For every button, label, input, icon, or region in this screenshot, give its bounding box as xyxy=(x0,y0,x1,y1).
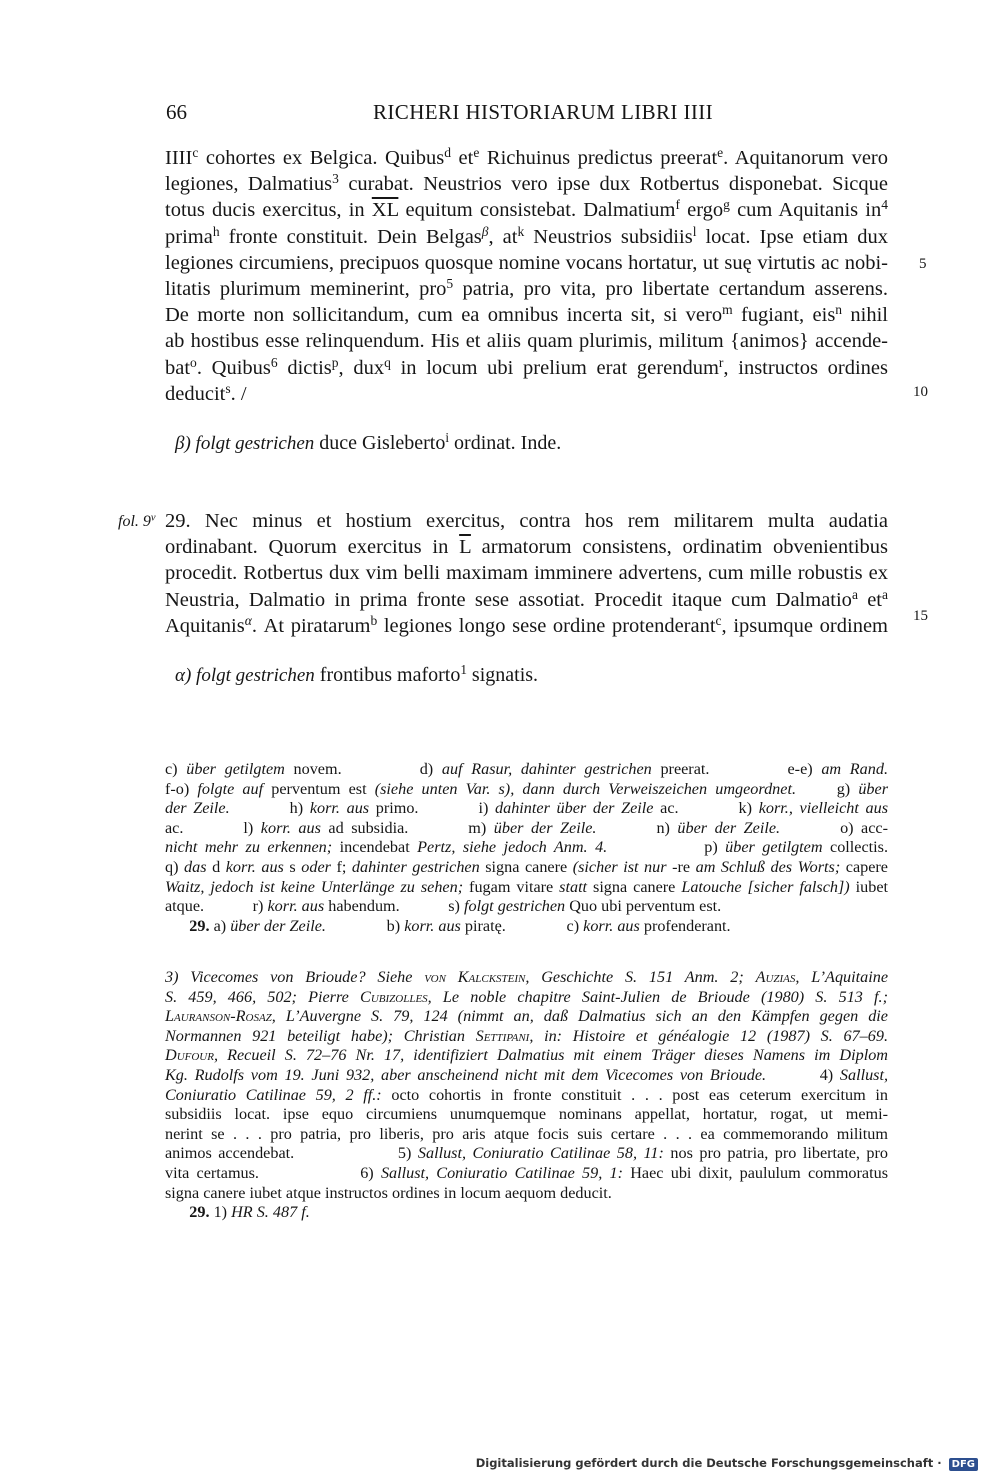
line-number: 10 xyxy=(913,384,928,400)
running-title: RICHERI HISTORIARUM LIBRI IIII xyxy=(373,100,714,124)
dfg-logo-icon: DFG xyxy=(949,1458,978,1471)
folio-marker: fol. 9$^v$ xyxy=(118,512,156,530)
critical-apparatus: c) über getilgtem novem. d) auf Rasur, dahinter gestrichen preerat. e-e) am Rand. f-o) folgte auf perventum est (siehe unten Var. s), dann durch Verweiszeichen umgeordnet. g) über der Zeile. h) korr. aus primo. i) dahinter über der Zeile ac. k) korr., vielleicht aus ac. l) korr. aus ad subsidia. m) über der Zeile. n) über der Zeile. o) acc- nicht mehr zu erkennen; incendebat Pertz, siehe jedoch Anm. 4. p) über getilgtem collectis. q) das d korr. aus s oder f; dahinter gestrichen signa canere (sicher ist nur -re am Schluß des Worts; capere Waitz, jedoch ist keine Unterlänge zu sehen; fugam vitare statt signa canere Latouche [sicher falsch]) iubet atque. r) korr. aus habendum. s) folgt gestrichen Quo ubi perventum est. 29. a) über der Zeile. b) korr. aus piratę. c) korr. aus profenderant. xyxy=(165,760,889,935)
dfg-footer xyxy=(476,1456,978,1471)
line-number: 15 xyxy=(913,608,928,624)
page-number: 66 xyxy=(166,100,187,124)
main-text-block-1: IIII$^c$ cohortes ex Belgica. Quibus$^d$ $et^e$ Richuinus predictus preerat$^e$. Aquitanorum vero legiones, Dalmatius$^3$ curabat. Neustrios vero ipse dux Rotbertus disponebat. Sicque totus ducis exercitus, in $\overline{XL}$ equitum consistebat. Dalmatium$^f$ ergo$^g$ cum Aquitanis $in^4$ prima$^h$ fronte constituit. Dein Belgas$^\beta$, $at^k$ Neustrios subsidiis$^l$ locat. Ipse etiam dux legiones circumiens, precipuos quosque nomine vocans hortatur, ut suę virtutis ac nobi- litatis plurimum meminerint, pro$^5$ patria, pro vita, pro libertate certandum asserens. De morte non sollicitandum, cum ea omnibus incerta sit, si vero$^m$ fugiant, eis$^n$ nihil ab hostibus esse relinquendum. His et aliis quam plurimis, militum {animos} accende- bat$^o$. Quibus$^6$ dictis$^p$, dux$^q$ in locum ubi prelium erat gerendum$^r$, instructos ordines deducit$^s$. / xyxy=(165,144,889,405)
line-number: 5 xyxy=(919,256,927,272)
variant-note-beta: β) folgt gestrichen duce Gisleberto$^i$ ordinat. Inde. xyxy=(175,430,562,454)
commentary-notes: 3) Vicecomes von Brioude? Siehe von Kalckstein, Geschichte S. 151 Anm. 2; Auzias, L’Aquitaine S. 459, 466, 502; Pierre Cubizolles, Le noble chapitre Saint-Julien de Brioude (1980) S. 513 f.; Lauranson-Rosaz, L’Auvergne S. 79, 124 (nimmt an, daß Dalmatius sich an den Kämpfen gegen die Normannen 921 beteiligt habe); Christian Settipani, in: Histoire et généalogie 12 (1987) S. 67–69. Dufour, Recueil S. 72–76 Nr. 17, identifiziert Dalmatius mit einem Träger dieses Namens im Diplom Kg. Rudolfs vom 19. Juni 932, aber anscheinend nicht mit dem Vicecomes von Brioude. 4) Sallust, Coniuratio Catilinae 59, 2 ff.: octo cohortis in fronte constituit . . . post eas ceterum exercitum in subsidiis locat. ipse equo circumiens unumquemque nominans appellat, hortatur, rogat, ut memi- nerint se . . . pro patria, pro liberis, pro aris atque focis suis certare . . . ea commemorando militum animos accendebat. 5) Sallust, Coniuratio Catilinae 58, 11: nos pro patria, pro libertate, pro vita certamus. 6) Sallust, Coniuratio Catilinae 59, 1: Haec ubi dixit, paululum commoratus signa canere iubet atque instructos ordines in locum aequom deducit. 29. 1) HR S. 487 f. xyxy=(165,968,889,1222)
dfg-notice: Digitalisierung gefördert durch die Deutsche Forschungsgemeinschaft · xyxy=(475,1456,942,1470)
variant-note-alpha: α) folgt gestrichen frontibus maforto$^1$ signatis. xyxy=(175,662,539,686)
main-text-block-2: 29. Nec minus et hostium exercitus, contra hos rem militarem multa audatia ordinabant. Quorum exercitus in $\overline{L}$ armatorum consistens, ordinatim obvenientibus procedit. Rotbertus dux vim belli maximam imminere advertens, cum mille robustis ex Neustria, Dalmatio in prima fronte sese assotiat. Procedit itaque cum Dalmatio$^a$ $et^a$ Aquitanis$^\alpha$. At piratarum$^b$ legiones longo sese ordine protenderant$^c$, ipsumque ordinem xyxy=(165,510,889,637)
